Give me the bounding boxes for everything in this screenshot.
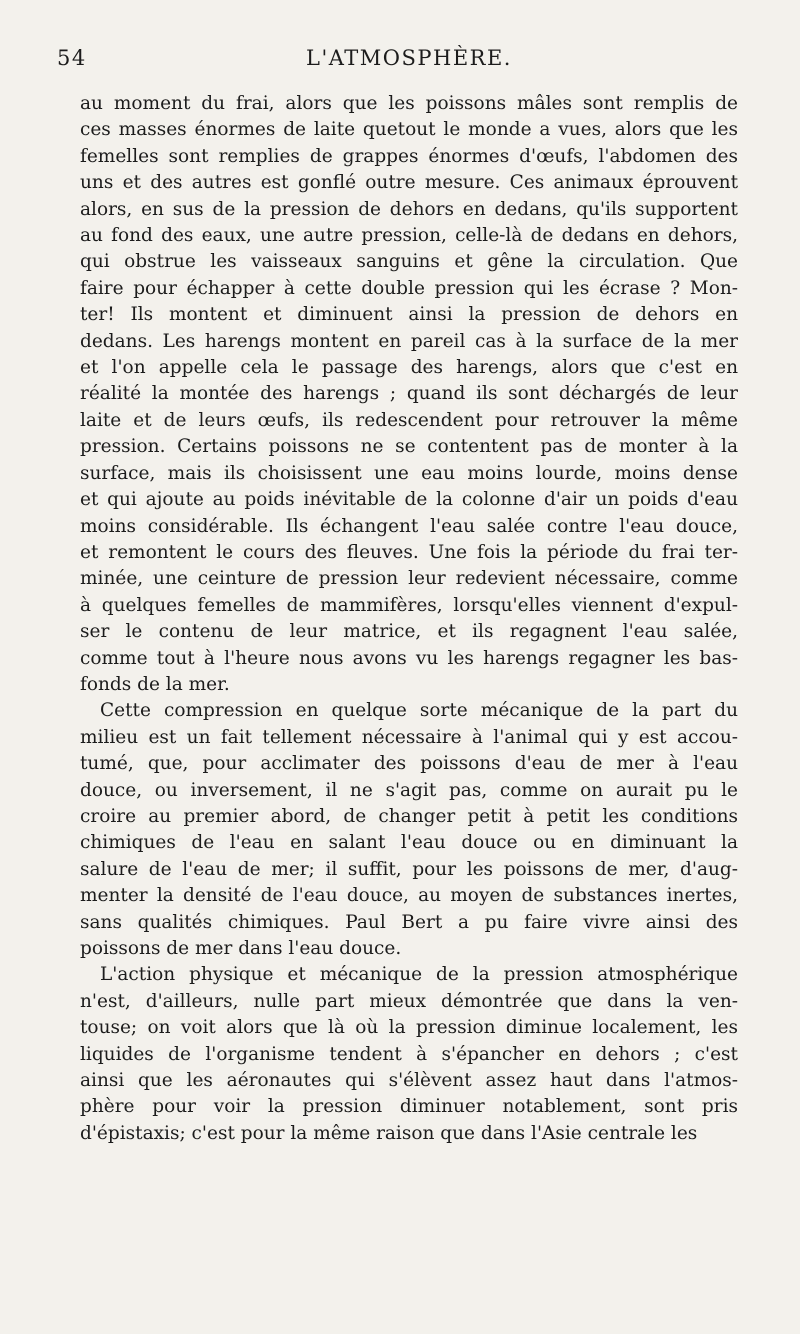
text-line: laite et de leurs œufs, ils redescendent pour retrouver la même: [80, 409, 738, 431]
text-line: minée, une ceinture de pression leur redevient nécessaire, comme: [80, 568, 738, 590]
text-line: sans qualités chimiques. Paul Bert a pu faire vivre ainsi des: [80, 911, 738, 933]
text-line: phère pour voir la pression diminuer notablement, sont pris: [80, 1096, 738, 1118]
text-line: uns et des autres est gonflé outre mesure. Ces animaux éprouvent: [80, 172, 738, 194]
text-line: chimiques de l'eau en salant l'eau douce ou en diminuant la: [80, 832, 738, 854]
text-line: au moment du frai, alors que les poissons mâles sont remplis de: [80, 93, 738, 114]
paragraph: [80, 962, 738, 1147]
text-line: n'est, d'ailleurs, nulle part mieux démontrée que dans la ven-: [80, 990, 738, 1012]
text-line: moins considérable. Ils échangent l'eau salée contre l'eau douce,: [80, 515, 738, 537]
text-line: qui obstrue les vaisseaux sanguins et gêne la circulation. Que: [80, 251, 738, 273]
text-line: et l'on appelle cela le passage des harengs, alors que c'est en: [80, 357, 738, 379]
text-line: ser le contenu de leur matrice, et ils regagnent l'eau salée,: [80, 621, 738, 643]
text-line: et remontent le cours des fleuves. Une fois la période du frai ter-: [80, 541, 738, 563]
text-line: d'épistaxis; c'est pour la même raison que dans l'Asie centrale les: [80, 1122, 698, 1144]
text-line: au fond des eaux, une autre pression, celle-là de dedans en dehors,: [80, 225, 738, 247]
text-line: comme tout à l'heure nous avons vu les harengs regagner les bas-: [80, 647, 738, 669]
text-line: menter la densité de l'eau douce, au moyen de substances inertes,: [80, 885, 738, 907]
text-line: Cette compression en quelque sorte mécanique de la part du: [100, 700, 738, 722]
paragraph: [80, 698, 738, 962]
text-line: faire pour échapper à cette double pression qui les écrase ? Mon-: [80, 277, 738, 299]
text-line: réalité la montée des harengs ; quand ils sont déchargés de leur: [80, 383, 738, 405]
text-line: tumé, que, pour acclimater des poissons d'eau de mer à l'eau: [80, 753, 738, 775]
text-line: douce, ou inversement, il ne s'agit pas, comme on aurait pu le: [80, 779, 738, 801]
text-line: croire au premier abord, de changer petit à petit les conditions: [80, 805, 738, 827]
text-line: dedans. Les harengs montent en pareil cas à la surface de la mer: [80, 330, 738, 352]
text-line: salure de l'eau de mer; il suffit, pour les poissons de mer, d'aug-: [80, 858, 738, 880]
text-line: alors, en sus de la pression de dehors en dedans, qu'ils supportent: [80, 198, 738, 220]
text-line: poissons de mer dans l'eau douce.: [80, 938, 402, 959]
text-line: ainsi que les aéronautes qui s'élèvent assez haut dans l'atmos-: [80, 1070, 738, 1092]
page-header: [57, 44, 738, 84]
body-text: [80, 91, 738, 1147]
page-number: 54: [57, 46, 87, 70]
text-line: milieu est un fait tellement nécessaire à l'animal qui y est accou-: [80, 726, 738, 748]
text-line: surface, mais ils choisissent une eau moins lourde, moins dense: [80, 462, 738, 484]
text-line: et qui ajoute au poids inévitable de la colonne d'air un poids d'eau: [80, 489, 738, 511]
text-line: à quelques femelles de mammifères, lorsqu'elles viennent d'expul-: [80, 594, 738, 616]
text-line: touse; on voit alors que là où la pression diminue localement, les: [80, 1017, 738, 1039]
paragraph: [80, 91, 738, 698]
text-line: fonds de la mer.: [80, 673, 230, 695]
text-line: ces masses énormes de laite quetout le monde a vues, alors que les: [80, 119, 738, 141]
text-line: L'action physique et mécanique de la pression atmosphérique: [100, 964, 738, 986]
text-line: liquides de l'organisme tendent à s'épancher en dehors ; c'est: [80, 1043, 738, 1065]
text-line: femelles sont remplies de grappes énormes d'œufs, l'abdomen des: [80, 145, 738, 167]
running-title: L'ATMOSPHÈRE.: [306, 46, 512, 70]
text-line: ter! Ils montent et diminuent ainsi la pression de dehors en: [80, 304, 738, 326]
text-line: pression. Certains poissons ne se contentent pas de monter à la: [80, 436, 738, 458]
